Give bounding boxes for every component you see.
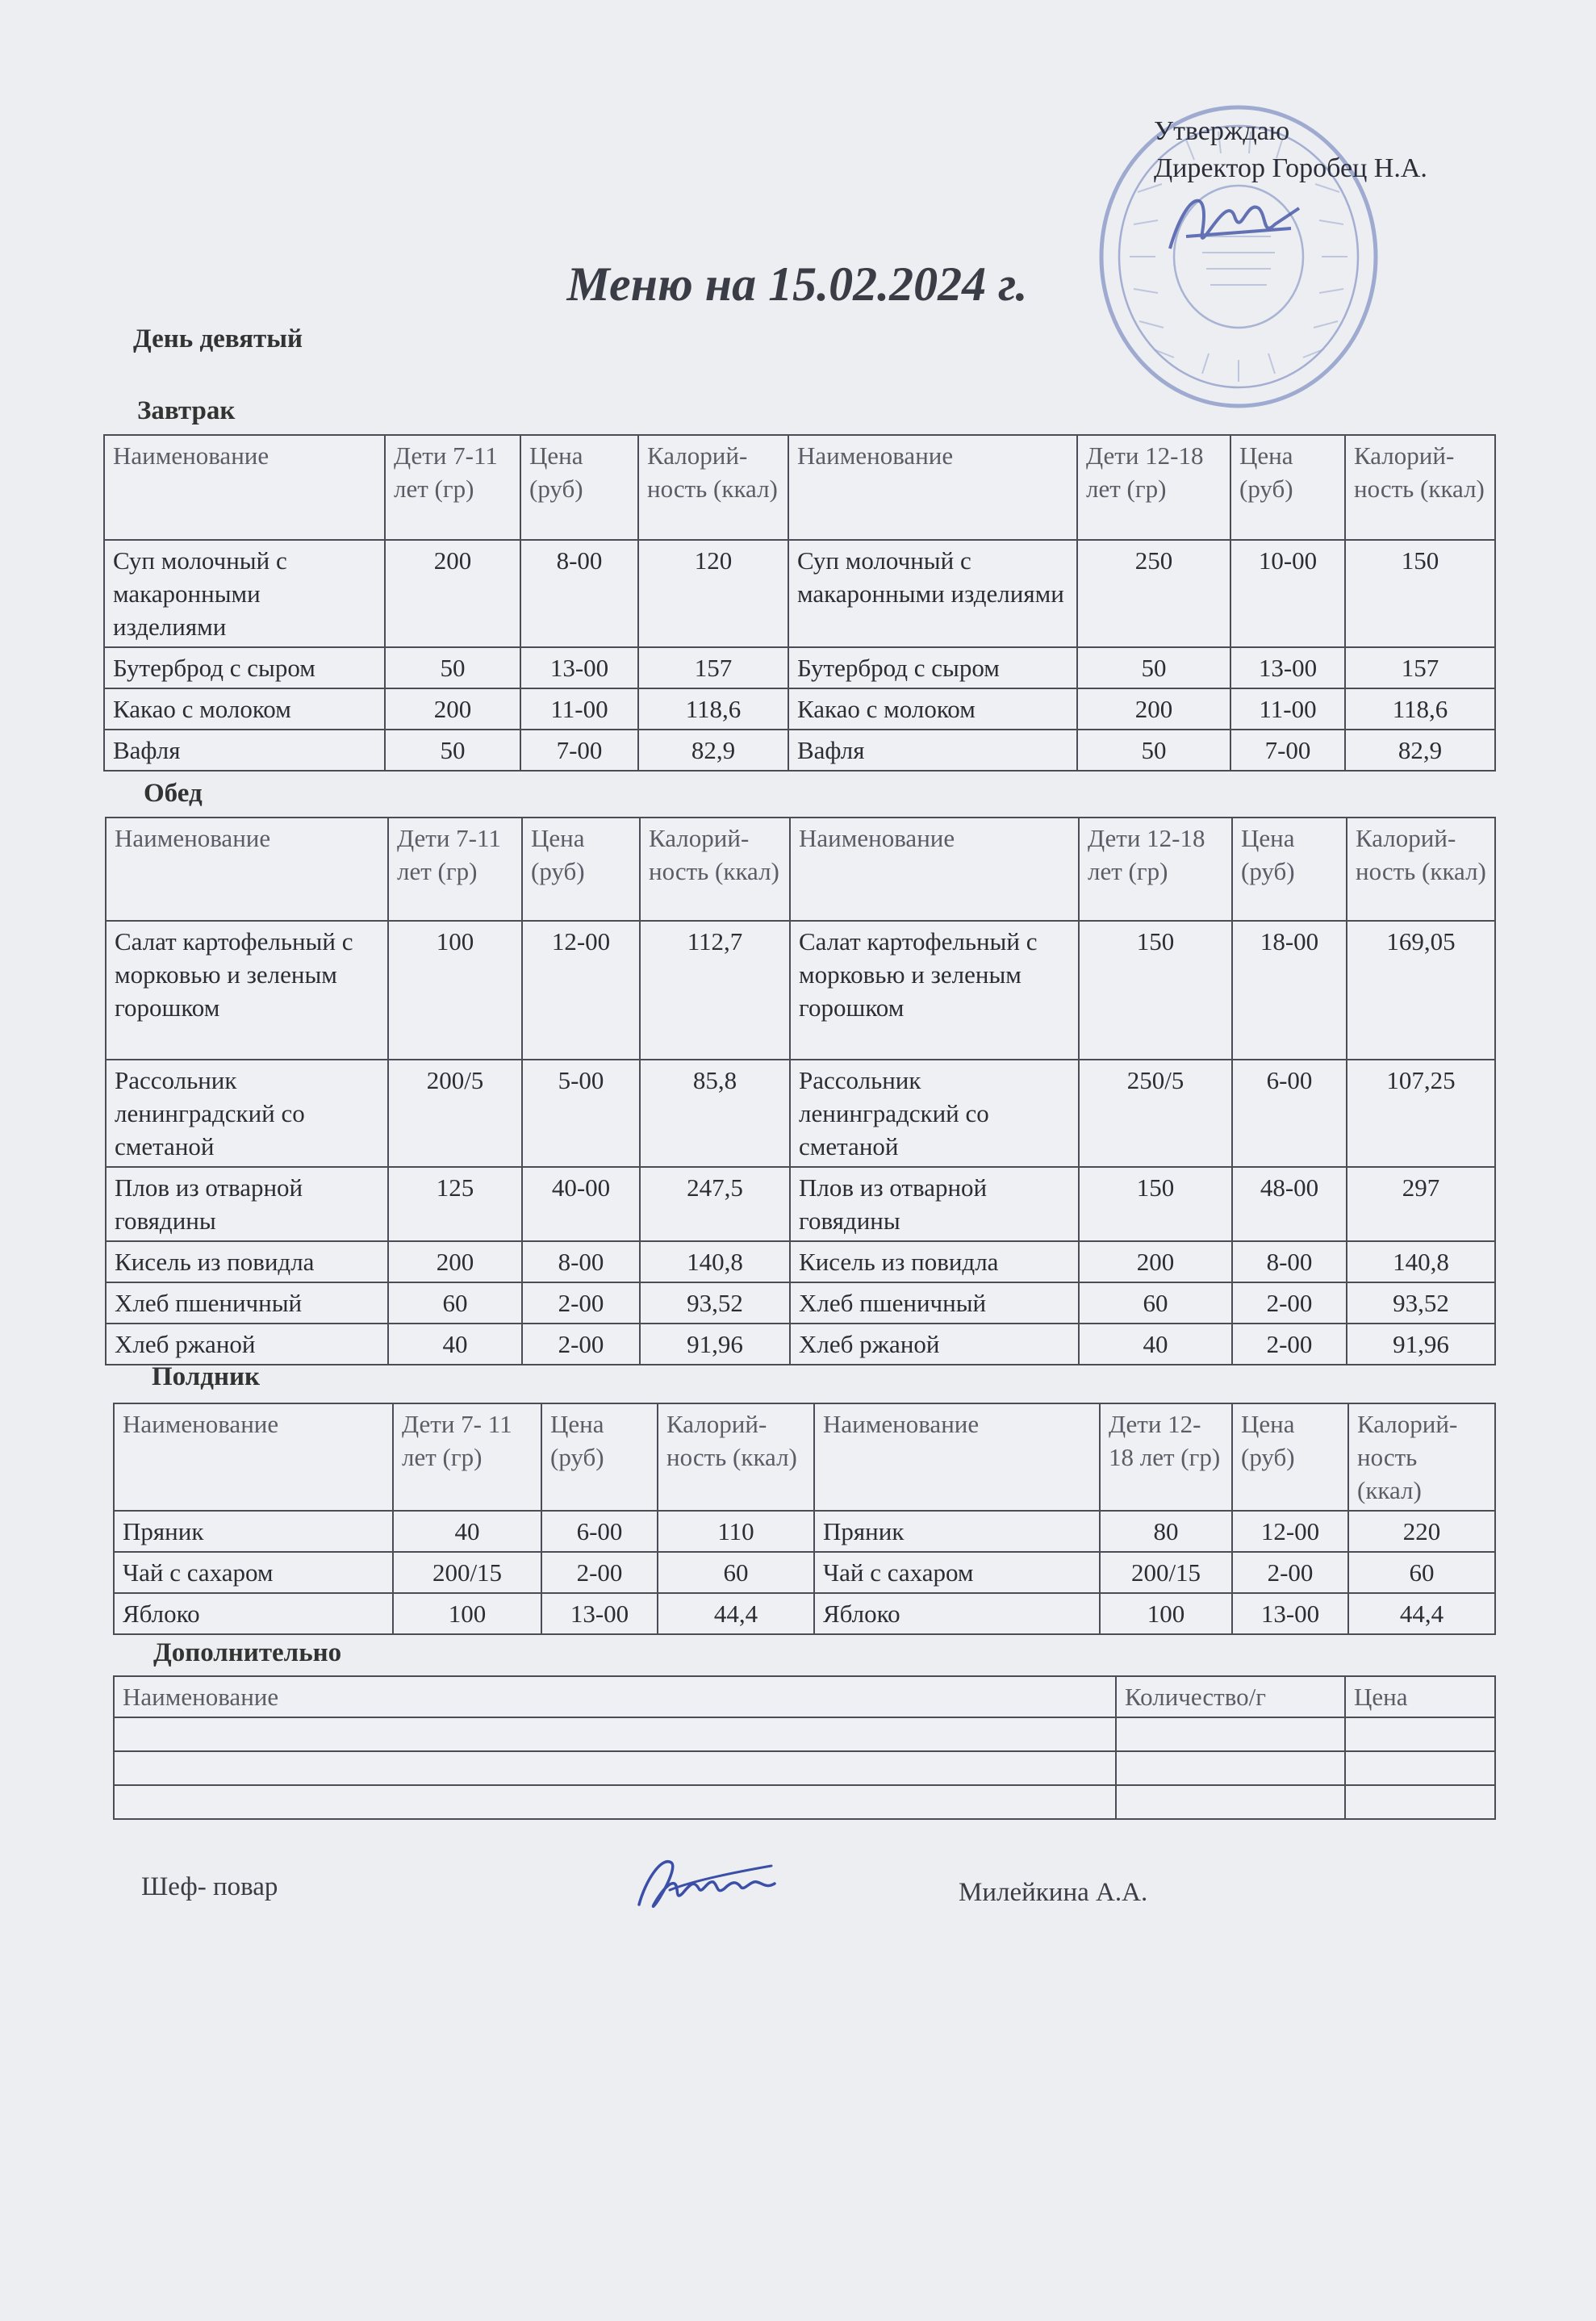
price-12-18: 11-00 [1230, 688, 1345, 730]
header-7-11-qty: Дети 7-11 лет (гр) [388, 818, 522, 921]
dish-name-12-18: Чай с сахаром [814, 1552, 1100, 1593]
table-row [114, 1785, 1495, 1819]
dish-name-12-18: Хлеб ржаной [790, 1324, 1079, 1365]
calories-7-11: 82,9 [638, 730, 788, 771]
extra-cell-price [1345, 1751, 1495, 1785]
calories-12-18: 93,52 [1347, 1282, 1495, 1324]
portion-7-11: 100 [388, 921, 522, 1060]
header-12-18-kcal: Калорий-ность (ккал) [1345, 435, 1495, 540]
calories-12-18: 118,6 [1345, 688, 1495, 730]
section-label-extra: Дополнительно [153, 1638, 342, 1667]
page-title [0, 257, 1596, 312]
chef-name: Милейкина А.А. [959, 1878, 1148, 1907]
dish-name-7-11: Хлеб пшеничный [106, 1282, 388, 1324]
calories-7-11: 91,96 [640, 1324, 790, 1365]
dish-name-7-11: Какао с молоком [104, 688, 385, 730]
dish-name-7-11: Рассольник ленинградский со сметаной [106, 1060, 388, 1167]
dish-name-7-11: Салат картофельный с морковью и зеленым горошком [106, 921, 388, 1060]
portion-7-11: 40 [393, 1511, 541, 1552]
extra-header-price: Цена [1345, 1676, 1495, 1717]
lunch-table [105, 817, 1496, 1365]
header-12-18-name: Наименование [788, 435, 1077, 540]
portion-12-18: 200 [1079, 1241, 1232, 1282]
price-12-18: 2-00 [1232, 1552, 1348, 1593]
table-row [106, 921, 1495, 1060]
header-12-18-price: Цена (руб) [1232, 1403, 1348, 1511]
price-12-18: 10-00 [1230, 540, 1345, 647]
price-12-18: 48-00 [1232, 1167, 1347, 1241]
header-7-11-kcal: Калорий-ность (ккал) [658, 1403, 814, 1511]
extra-cell-quantity [1116, 1751, 1345, 1785]
extra-cell-price [1345, 1785, 1495, 1819]
approval-block [1154, 113, 1427, 187]
header-row [114, 1403, 1495, 1511]
calories-12-18: 140,8 [1347, 1241, 1495, 1282]
portion-7-11: 40 [388, 1324, 522, 1365]
calories-7-11: 85,8 [640, 1060, 790, 1167]
chef-role: Шеф- повар [141, 1872, 278, 1901]
section-label-breakfast: Завтрак [137, 396, 236, 425]
portion-12-18: 100 [1100, 1593, 1232, 1634]
calories-12-18: 297 [1347, 1167, 1495, 1241]
header-7-11-price: Цена (руб) [541, 1403, 658, 1511]
portion-12-18: 50 [1077, 730, 1230, 771]
portion-7-11: 200/15 [393, 1552, 541, 1593]
price-7-11: 2-00 [541, 1552, 658, 1593]
portion-7-11: 200 [385, 688, 520, 730]
table-row [114, 1511, 1495, 1552]
table-row [114, 1552, 1495, 1593]
price-12-18: 2-00 [1232, 1282, 1347, 1324]
portion-7-11: 200 [388, 1241, 522, 1282]
snack-table [113, 1403, 1496, 1635]
extra-table [113, 1675, 1496, 1820]
dish-name-12-18: Плов из отварной говядины [790, 1167, 1079, 1241]
price-7-11: 8-00 [520, 540, 638, 647]
header-7-11-qty: Дети 7-11 лет (гр) [385, 435, 520, 540]
dish-name-7-11: Плов из отварной говядины [106, 1167, 388, 1241]
dish-name-12-18: Рассольник ленинградский со сметаной [790, 1060, 1079, 1167]
price-12-18: 13-00 [1230, 647, 1345, 688]
extra-header-quantity: Количество/г [1116, 1676, 1345, 1717]
table-row [104, 540, 1495, 647]
header-12-18-price: Цена (руб) [1230, 435, 1345, 540]
dish-name-12-18: Яблоко [814, 1593, 1100, 1634]
calories-12-18: 169,05 [1347, 921, 1495, 1060]
calories-7-11: 44,4 [658, 1593, 814, 1634]
calories-7-11: 140,8 [640, 1241, 790, 1282]
header-7-11-kcal: Калорий-ность (ккал) [638, 435, 788, 540]
portion-12-18: 60 [1079, 1282, 1232, 1324]
dish-name-7-11: Чай с сахаром [114, 1552, 393, 1593]
dish-name-7-11: Бутерброд с сыром [104, 647, 385, 688]
price-7-11: 8-00 [522, 1241, 640, 1282]
header-12-18-name: Наименование [790, 818, 1079, 921]
price-7-11: 2-00 [522, 1282, 640, 1324]
section-label-snack: Полдник [152, 1362, 260, 1391]
price-7-11: 6-00 [541, 1511, 658, 1552]
portion-12-18: 200 [1077, 688, 1230, 730]
table-row [104, 730, 1495, 771]
portion-7-11: 50 [385, 730, 520, 771]
portion-7-11: 100 [393, 1593, 541, 1634]
approval-line-1: Утверждаю [1154, 116, 1290, 146]
extra-cell-name [114, 1751, 1116, 1785]
dish-name-12-18: Пряник [814, 1511, 1100, 1552]
price-12-18: 18-00 [1232, 921, 1347, 1060]
extra-cell-name [114, 1785, 1116, 1819]
extra-cell-quantity [1116, 1785, 1345, 1819]
portion-12-18: 150 [1079, 921, 1232, 1060]
calories-12-18: 44,4 [1348, 1593, 1495, 1634]
breakfast-table [103, 434, 1496, 772]
section-label-lunch: Обед [144, 779, 203, 808]
header-row [114, 1676, 1495, 1717]
dish-name-7-11: Суп молочный с макаронными изделиями [104, 540, 385, 647]
table-row [106, 1324, 1495, 1365]
dish-name-12-18: Суп молочный с макаронными изделиями [788, 540, 1077, 647]
header-12-18-qty: Дети 12-18 лет (гр) [1077, 435, 1230, 540]
portion-12-18: 50 [1077, 647, 1230, 688]
calories-7-11: 247,5 [640, 1167, 790, 1241]
header-12-18-name: Наименование [814, 1403, 1100, 1511]
portion-7-11: 50 [385, 647, 520, 688]
price-12-18: 13-00 [1232, 1593, 1348, 1634]
portion-7-11: 60 [388, 1282, 522, 1324]
dish-name-12-18: Салат картофельный с морковью и зеленым горошком [790, 921, 1079, 1060]
calories-7-11: 60 [658, 1552, 814, 1593]
table-row [106, 1167, 1495, 1241]
dish-name-12-18: Хлеб пшеничный [790, 1282, 1079, 1324]
header-row [106, 818, 1495, 921]
dish-name-7-11: Кисель из повидла [106, 1241, 388, 1282]
price-7-11: 13-00 [520, 647, 638, 688]
table-row [106, 1241, 1495, 1282]
price-12-18: 2-00 [1232, 1324, 1347, 1365]
page-title-text: Меню на 15.02.2024 г. [566, 257, 1028, 311]
day-label: День девятый [133, 324, 303, 353]
portion-12-18: 250/5 [1079, 1060, 1232, 1167]
price-7-11: 5-00 [522, 1060, 640, 1167]
extra-cell-name [114, 1717, 1116, 1751]
calories-7-11: 110 [658, 1511, 814, 1552]
portion-12-18: 250 [1077, 540, 1230, 647]
calories-7-11: 118,6 [638, 688, 788, 730]
portion-7-11: 125 [388, 1167, 522, 1241]
calories-12-18: 82,9 [1345, 730, 1495, 771]
table-row [104, 647, 1495, 688]
price-7-11: 7-00 [520, 730, 638, 771]
header-12-18-kcal: Калорий-ность (ккал) [1347, 818, 1495, 921]
calories-12-18: 157 [1345, 647, 1495, 688]
price-12-18: 7-00 [1230, 730, 1345, 771]
header-12-18-price: Цена (руб) [1232, 818, 1347, 921]
extra-cell-quantity [1116, 1717, 1345, 1751]
price-12-18: 6-00 [1232, 1060, 1347, 1167]
calories-12-18: 220 [1348, 1511, 1495, 1552]
portion-12-18: 40 [1079, 1324, 1232, 1365]
calories-7-11: 120 [638, 540, 788, 647]
header-7-11-name: Наименование [104, 435, 385, 540]
table-row [106, 1282, 1495, 1324]
portion-12-18: 150 [1079, 1167, 1232, 1241]
price-7-11: 12-00 [522, 921, 640, 1060]
price-7-11: 2-00 [522, 1324, 640, 1365]
header-12-18-qty: Дети 12-18 лет (гр) [1079, 818, 1232, 921]
price-12-18: 8-00 [1232, 1241, 1347, 1282]
calories-12-18: 107,25 [1347, 1060, 1495, 1167]
header-7-11-qty: Дети 7- 11 лет (гр) [393, 1403, 541, 1511]
calories-12-18: 91,96 [1347, 1324, 1495, 1365]
dish-name-7-11: Вафля [104, 730, 385, 771]
portion-7-11: 200/5 [388, 1060, 522, 1167]
table-row [106, 1060, 1495, 1167]
portion-7-11: 200 [385, 540, 520, 647]
header-7-11-kcal: Калорий-ность (ккал) [640, 818, 790, 921]
calories-7-11: 157 [638, 647, 788, 688]
table-row [114, 1593, 1495, 1634]
header-7-11-price: Цена (руб) [522, 818, 640, 921]
calories-7-11: 93,52 [640, 1282, 790, 1324]
approval-line-2: Директор Горобец Н.А. [1154, 153, 1427, 183]
header-7-11-name: Наименование [114, 1403, 393, 1511]
calories-12-18: 150 [1345, 540, 1495, 647]
dish-name-12-18: Вафля [788, 730, 1077, 771]
table-row [114, 1751, 1495, 1785]
price-7-11: 13-00 [541, 1593, 658, 1634]
chef-signature [629, 1848, 783, 1921]
dish-name-7-11: Хлеб ржаной [106, 1324, 388, 1365]
table-row [114, 1717, 1495, 1751]
price-7-11: 11-00 [520, 688, 638, 730]
dish-name-12-18: Кисель из повидла [790, 1241, 1079, 1282]
header-12-18-kcal: Калорий-ность (ккал) [1348, 1403, 1495, 1511]
calories-12-18: 60 [1348, 1552, 1495, 1593]
dish-name-12-18: Какао с молоком [788, 688, 1077, 730]
price-12-18: 12-00 [1232, 1511, 1348, 1552]
table-row [104, 688, 1495, 730]
header-7-11-price: Цена (руб) [520, 435, 638, 540]
extra-cell-price [1345, 1717, 1495, 1751]
header-row [104, 435, 1495, 540]
dish-name-12-18: Бутерброд с сыром [788, 647, 1077, 688]
header-12-18-qty: Дети 12-18 лет (гр) [1100, 1403, 1232, 1511]
portion-12-18: 80 [1100, 1511, 1232, 1552]
extra-header-name: Наименование [114, 1676, 1116, 1717]
dish-name-7-11: Яблоко [114, 1593, 393, 1634]
price-7-11: 40-00 [522, 1167, 640, 1241]
header-7-11-name: Наименование [106, 818, 388, 921]
portion-12-18: 200/15 [1100, 1552, 1232, 1593]
dish-name-7-11: Пряник [114, 1511, 393, 1552]
calories-7-11: 112,7 [640, 921, 790, 1060]
